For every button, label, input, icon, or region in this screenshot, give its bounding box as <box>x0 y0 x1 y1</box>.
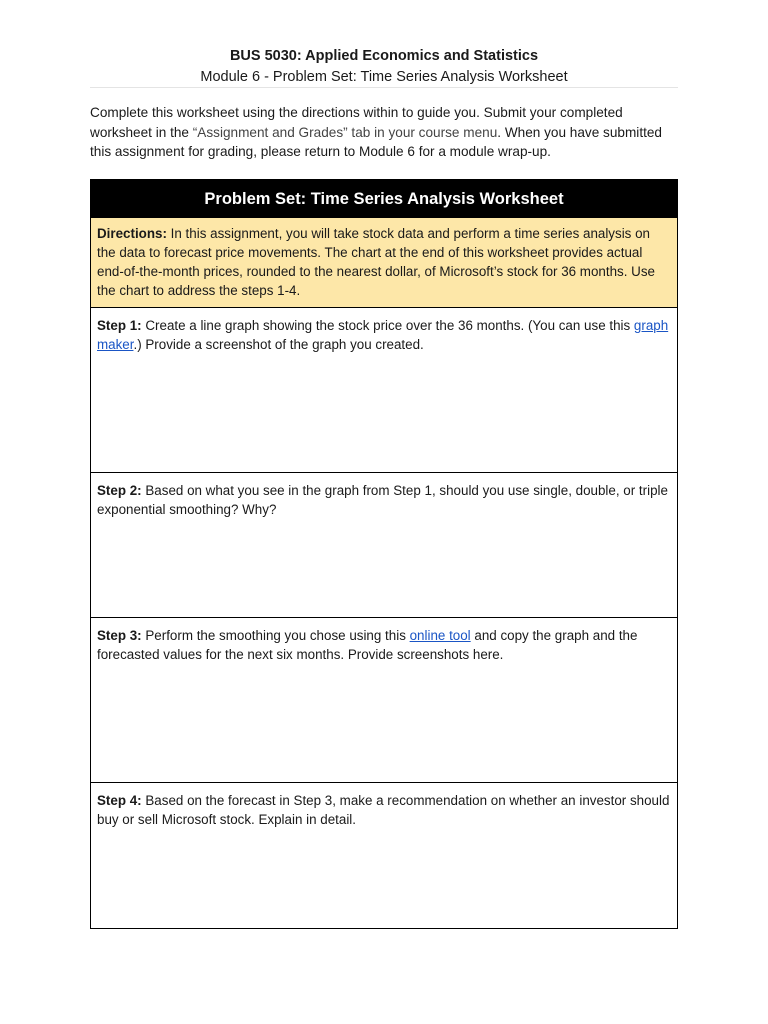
step-2-text: Based on what you see in the graph from Step 1, should you use single, double, or triple exponential smoothing? Why? <box>97 483 668 517</box>
step-3-text-end: and copy the graph and the forecasted values for the next six months. Provide screenshots here. <box>97 628 638 662</box>
graph-maker-link[interactable]: graph maker <box>97 318 669 352</box>
step-4-cell[interactable] <box>91 783 677 928</box>
step-1-cell[interactable] <box>91 308 677 473</box>
worksheet-title: Problem Set: Time Series Analysis Worksheet <box>91 180 677 218</box>
intro-text: Complete this worksheet using the directions within to guide you. Submit your completed worksheet in the <box>90 105 623 140</box>
directions-text: In this assignment, you will take stock data and perform a time series analysis on the data to forecast price movements. The chart at the end of this worksheet provides actual end-of-the-month prices, rounded to the nearest dollar, of Microsoft’s stock for 36 months. Use the chart to address the steps 1-4. <box>97 226 655 298</box>
document-header <box>0 46 768 87</box>
directions-cell <box>91 218 677 308</box>
step-3-label: Step 3: <box>97 628 142 643</box>
intro-paragraph <box>90 103 680 162</box>
intro-text-end: . When you have submitted this assignment for grading, please return to Module 6 for a module wrap-up. <box>90 124 662 159</box>
intro-assignment-tab-text: “Assignment and Grades” tab in your course menu <box>192 124 498 140</box>
online-tool-link[interactable]: online tool <box>409 628 471 643</box>
module-title: Module 6 - Problem Set: Time Series Analysis Worksheet <box>200 69 568 85</box>
step-3-text: Perform the smoothing you chose using this <box>141 628 410 643</box>
header-divider <box>90 87 678 88</box>
worksheet-table <box>90 179 678 929</box>
step-4-text: Based on the forecast in Step 3, make a recommendation on whether an investor should buy or sell Microsoft stock. Explain in detail. <box>97 793 670 827</box>
step-4-label: Step 4: <box>97 793 142 808</box>
directions-label: Directions: <box>97 226 167 241</box>
step-1-label: Step 1: <box>97 318 142 333</box>
step-2-label: Step 2: <box>97 483 142 498</box>
step-2-cell[interactable] <box>91 473 677 618</box>
step-1-text: Create a line graph showing the stock price over the 36 months. (You can use this <box>141 318 634 333</box>
step-1-text-end: .) Provide a screenshot of the graph you created. <box>133 337 424 352</box>
course-title: BUS 5030: Applied Economics and Statistics <box>229 48 539 64</box>
step-3-cell[interactable] <box>91 618 677 783</box>
